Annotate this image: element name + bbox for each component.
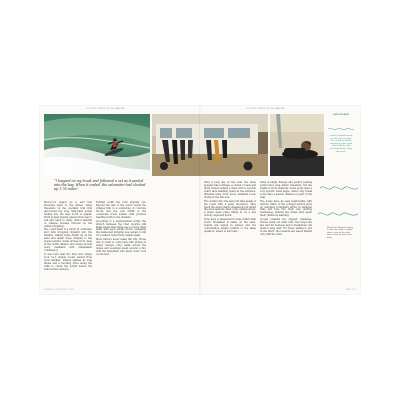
wave-ornament-icon [320,184,358,192]
surfer-wave-image [44,114,150,176]
left-body-column-1 [44,202,92,273]
left-page [40,106,200,294]
van-image-right [200,114,268,176]
paragraph: Most visitors never make the trip. Those who do tend to come back with stories of empty lineups, long walks across the dunes and evenings spent around a fire with the fishermen who know every rock on the reef. [96,238,146,256]
right-body-column-1 [204,182,256,235]
surfer-wave-photo [44,114,150,176]
van-image-left [152,114,200,176]
pull-quote: “I hopped on my truck and followed a set as it peeled into the bay. When it ended, the odometer had clocked up 1.78 miles” [54,179,146,192]
left-running-head: OUTLIERS SURFING IN THE MARGINS [86,109,125,110]
wave-divider-icon [328,127,354,131]
paragraph: The surfers who live here full time speak of the coast with a quiet reverence. They track the swell charts obsessively but admit the best sessions often come unannounced, a small clean pulse filling in on a day nobody expected much. [204,199,256,218]
magazine-spread [40,106,360,294]
right-running-head: OUTLIERS SURFING IN THE MARGINS [246,109,285,110]
sidebar-text: Loosely shaped boards are the tool of choice here, built to handle everything from small wind swell to solid overhead points along the coast. [329,135,353,153]
sidebar-title: SURFBOARD [332,114,350,116]
wave-ornament-icon [318,210,358,218]
van-photo-right-half [200,114,268,176]
paragraph: It was here that the first surf camps took root, simple rooms rented from local families, shared tagines at long tables and a morning drive along the cliffs to check the points before the wind turned onshore. [44,252,92,271]
paragraph: According to a well-travelled surfer, the stretch between the river mouths still hides waves that rarely see a crowd. Sand shifts with each winter storm, reshaping the banks and bringing new setups to life for a season before they vanish again. [96,219,146,238]
resting-surfer-image [270,114,324,176]
right-body-column-2 [260,182,312,238]
right-page [200,106,360,294]
paragraph: Morocco's legacy as a surf hub stretches back to the sixties, when travellers on the overland trail first discovered the long right-hand points folding into the bays north of Agadir. Word spread quietly, passed from van to van and camp to camp, until a handful of villages became fixtures on the winter migration. [44,201,92,228]
paragraph: Tales of empty lineups and perfect peeling points have long drawn travellers, but the reality is more nuanced. Some spots need a very specific swell angle, others only break a few days a season. Patience is part of the deal. [260,181,312,199]
resting-surfer-photo [270,114,324,176]
right-folio: PAGE 119 [345,290,356,291]
paragraph: After a long day on the road, the camp appears like a mirage, a cluster of vans and tents tucked behind a dune with a wooden board rack standing guard at the entrance. Wetsuits hang from every available hook, drying in the late sun. [204,181,256,199]
paragraph: Time here is measured in tides rather than hours. Breakfast is taken on the sand, boards are waxed in silence and the conversation always returns to the same question: where to surf next. [204,218,256,234]
paragraph: The coast itself is a study in contrasts, arid hills dropping straight into the Atlantic, fishing boats drawn up on the sand and argan trees clinging to the slopes behind. Swell arrives from deep in the North Atlantic and wraps around every headland with remarkable consistency. [44,228,92,253]
left-folio: SURFING & THE WILD COAST [44,290,75,291]
photo-caption: Above left: Wetsuits drying on the van. Right: a surfer takes a rest on the sand after a long session at the point. [327,227,353,239]
left-body-column-2 [96,202,146,258]
van-photo-left-half [152,114,200,176]
paragraph: Access remains the biggest challenge. Tracks wash out after rain, fuel stops are few and far between and a breakdown can mean a long wait. For those willing to put in the effort, the rewards are waves shared only with the wind. [260,218,312,236]
paragraph: The locals have an easy relationship with visitors. Many of the younger surfers grew up watching foreigners arrive in battered vans and now run their own guiding businesses, sharing the waves they spent their childhood learning. [260,199,312,218]
paragraph: Further south the road empties out. Beyond the last of the resort towns the villages thin to a scattering of concrete blocks and the only traffic is the occasional truck loaded with produce heading north to the markets. [96,201,146,219]
